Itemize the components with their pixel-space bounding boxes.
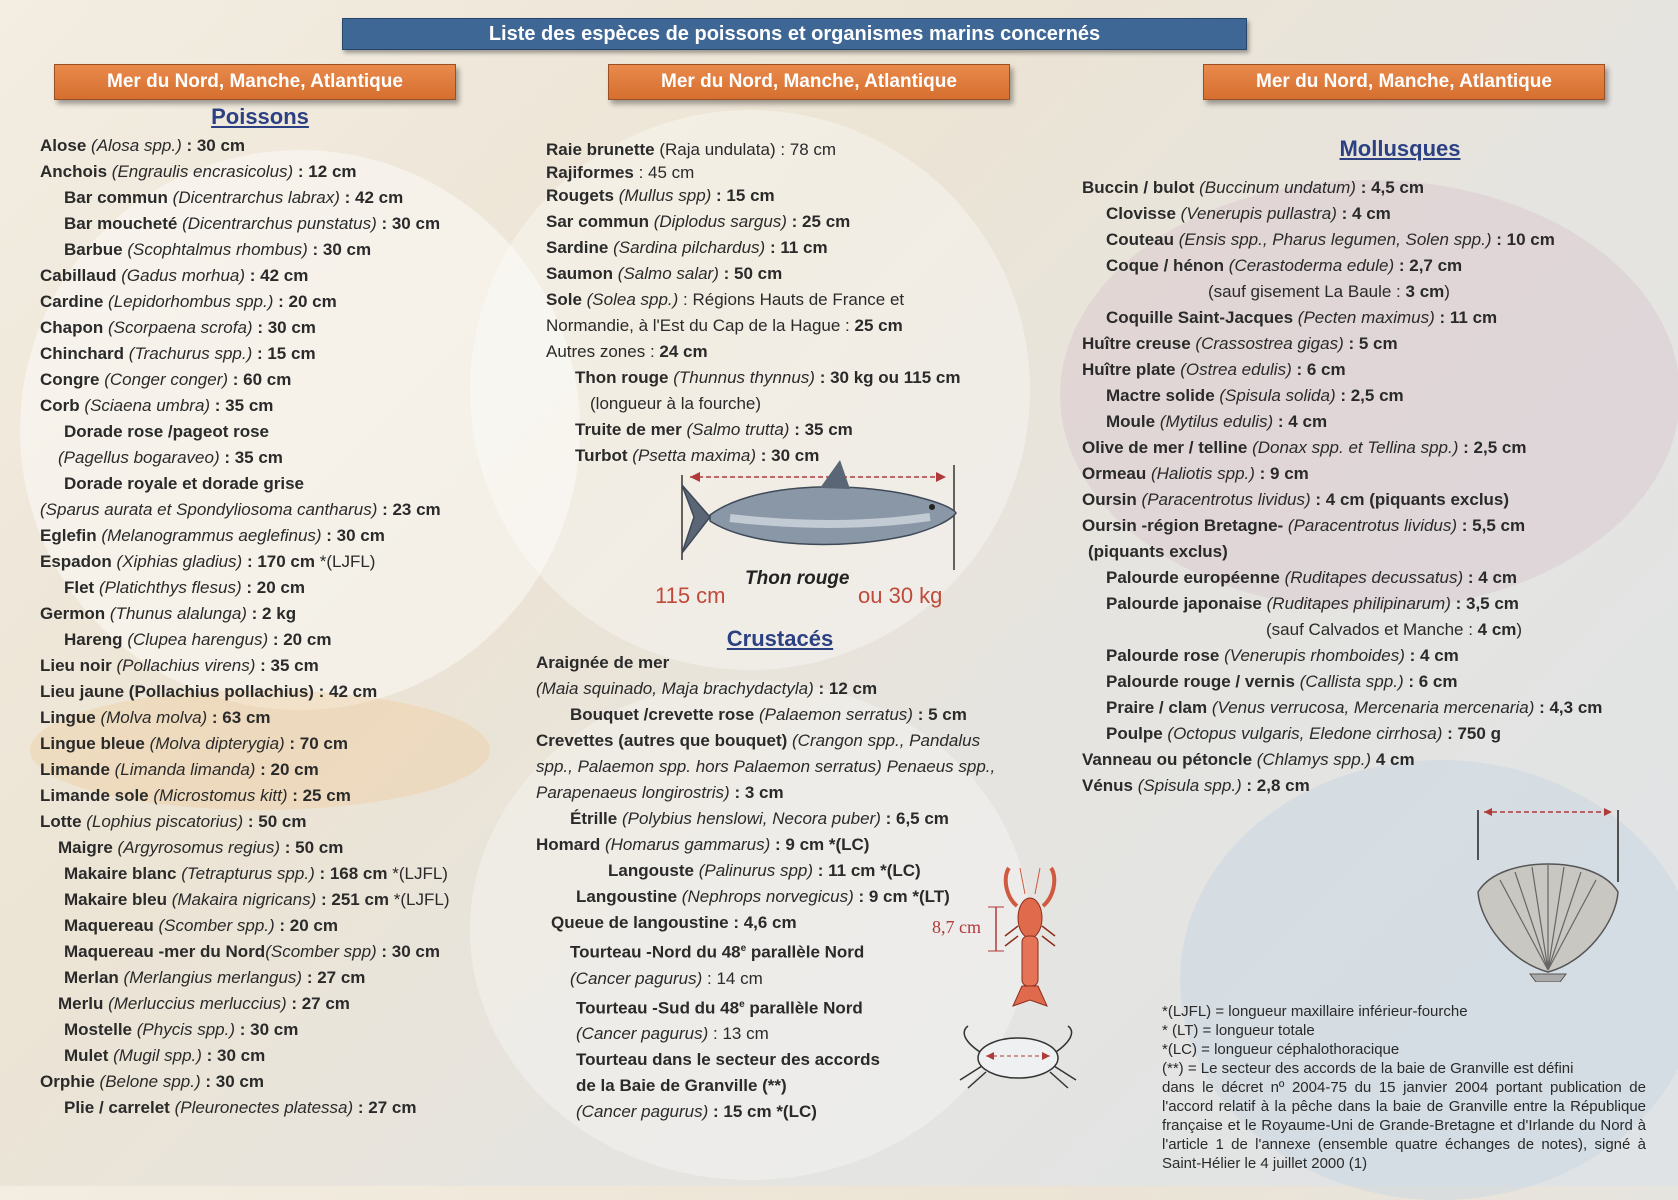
- footnote-granville-text: dans le décret nº 2004-75 du 15 janvier 2004 portant publication de l'accord relatif à la pêche dans la baie de Granville entre la République française et le Royaume-Uni de Grande-Bretagne et d'Irlande du Nord à l'article 1 de l'annexe (ensemble quatre échanges de notes), signé à Saint-Hélier le 4 juillet 2000 (1): [1162, 1079, 1646, 1172]
- crab-illustration: [950, 1022, 1085, 1092]
- species-line: (Pagellus bogaraveo) : 35 cm: [58, 448, 283, 467]
- species-line: de la Baie de Granville (**): [576, 1076, 787, 1096]
- species-line: Crevettes (autres que bouquet) (Crangon spp., Pandalus: [536, 731, 981, 750]
- species-line: Tourteau dans le secteur des accords: [576, 1050, 880, 1070]
- species-line: Corb (Sciaena umbra) : 35 cm: [40, 396, 274, 415]
- langoustine-illustration: [995, 866, 1075, 1016]
- species-line: Orphie (Belone spp.) : 30 cm: [40, 1072, 264, 1091]
- footnote-ljfl: *(LJFL) = longueur maxillaire inférieur-fourche: [1162, 1003, 1468, 1020]
- section-title-poissons: Poissons: [211, 104, 309, 129]
- species-line: Eglefin (Melanogrammus aeglefinus) : 30 cm: [40, 526, 385, 545]
- footnote-lt: * (LT) = longueur totale: [1162, 1022, 1315, 1039]
- species-line: Raie brunette (Raja undulata) : 78 cm: [546, 140, 837, 159]
- column-poissons: [40, 133, 450, 1121]
- species-line: (longueur à la fourche): [590, 394, 762, 413]
- species-line: Makaire blanc (Tetrapturus spp.) : 168 cm *(LJFL): [64, 864, 448, 883]
- species-line: Palourde rose (Venerupis rhomboides) : 4 cm: [1106, 646, 1459, 665]
- species-line: Bar moucheté (Dicentrarchus punstatus) : 30 cm: [64, 214, 441, 233]
- species-line: Autres zones : 24 cm: [546, 342, 708, 361]
- species-line: Coque / hénon (Cerastoderma edule) : 2,7 cm: [1106, 256, 1463, 275]
- species-line: (Sparus aurata et Spondyliosoma cantharus) : 23 cm: [40, 500, 441, 519]
- tuna-illustration: [670, 455, 960, 575]
- species-line: Lieu jaune (Pollachius pollachius) : 42 cm: [40, 682, 378, 701]
- column-poissons-suite: [546, 137, 960, 469]
- species-line: Olive de mer / telline (Donax spp. et Tellina spp.) : 2,5 cm: [1082, 438, 1527, 457]
- species-line: Lingue bleue (Molva dipterygia) : 70 cm: [40, 734, 348, 753]
- species-line: Anchois (Engraulis encrasicolus) : 12 cm: [40, 162, 357, 181]
- species-line: Oursin (Paracentrotus lividus) : 4 cm (piquants exclus): [1082, 490, 1510, 509]
- species-line: Palourde japonaise (Ruditapes philipinarum) : 3,5 cm: [1106, 594, 1519, 613]
- species-line: Dorade royale et dorade grise: [64, 474, 304, 493]
- species-line: Chinchard (Trachurus spp.) : 15 cm: [40, 344, 316, 363]
- species-line: Tourteau -Nord du 48e parallèle Nord: [570, 942, 865, 962]
- species-line: Sar commun (Diplodus sargus) : 25 cm: [546, 212, 851, 231]
- species-line: Araignée de mer: [536, 653, 670, 672]
- tuna-weight-label: ou 30 kg: [858, 583, 943, 608]
- species-line: Palourde rouge / vernis (Callista spp.) : 6 cm: [1106, 672, 1458, 691]
- column-header-1: Mer du Nord, Manche, Atlantique: [54, 64, 456, 100]
- species-line: Oursin -région Bretagne- (Paracentrotus lividus) : 5,5 cm: [1082, 516, 1526, 535]
- species-line: (sauf Calvados et Manche : 4 cm): [1266, 620, 1523, 639]
- species-line: Cabillaud (Gadus morhua) : 42 cm: [40, 266, 309, 285]
- species-line: Germon (Thunus alalunga) : 2 kg: [40, 604, 297, 623]
- species-line: Dorade rose /pageot rose: [64, 422, 270, 441]
- species-line: Palourde européenne (Ruditapes decussatus) : 4 cm: [1106, 568, 1518, 587]
- species-line: Couteau (Ensis spp., Pharus legumen, Solen spp.) : 10 cm: [1106, 230, 1555, 249]
- species-line: Ormeau (Haliotis spp.) : 9 cm: [1082, 464, 1309, 483]
- species-line: Moule (Mytilus edulis) : 4 cm: [1106, 412, 1328, 431]
- tuna-caption: Thon rouge: [745, 568, 850, 589]
- species-line: Truite de mer (Salmo trutta) : 35 cm: [575, 420, 853, 439]
- species-line: Langoustine (Nephrops norvegicus) : 9 cm *(LT): [576, 887, 950, 906]
- species-line: (Maia squinado, Maja brachydactyla) : 12 cm: [536, 679, 878, 698]
- species-line: Praire / clam (Venus verrucosa, Mercenaria mercenaria) : 4,3 cm: [1106, 698, 1603, 717]
- species-line: Maigre (Argyrosomus regius) : 50 cm: [58, 838, 344, 857]
- species-line: (sauf gisement La Baule : 3 cm): [1208, 282, 1450, 301]
- species-line: Sole (Solea spp.) : Régions Hauts de France et: [546, 290, 905, 309]
- species-line: (Cancer pagurus) : 14 cm: [570, 968, 763, 988]
- section-title-mollusques: Mollusques: [1339, 136, 1461, 161]
- species-line: Tourteau -Sud du 48e parallèle Nord: [576, 998, 863, 1018]
- species-line: Vanneau ou pétoncle (Chlamys spp.) 4 cm: [1082, 750, 1415, 769]
- species-line: Parapenaeus longirostris) : 3 cm: [536, 783, 784, 802]
- species-line: Espadon (Xiphias gladius) : 170 cm *(LJFL): [40, 552, 376, 571]
- species-line: spp., Palaemon spp. hors Palaemon serratus) Penaeus spp.,: [536, 757, 996, 776]
- species-line: Étrille (Polybius henslowi, Necora puber) : 6,5 cm: [570, 809, 949, 828]
- column-mollusques: [1082, 175, 1602, 799]
- species-line: Homard (Homarus gammarus) : 9 cm *(LC): [536, 835, 870, 854]
- species-line: Langouste (Palinurus spp) : 11 cm *(LC): [608, 861, 921, 880]
- langoustine-length-label: 8,7 cm: [932, 917, 981, 937]
- species-line: Chapon (Scorpaena scrofa) : 30 cm: [40, 318, 316, 337]
- species-line: Vénus (Spisula spp.) : 2,8 cm: [1082, 776, 1310, 795]
- species-line: Cardine (Lepidorhombus spp.) : 20 cm: [40, 292, 337, 311]
- species-line: Maquereau (Scomber spp.) : 20 cm: [64, 916, 338, 935]
- species-line: Limande (Limanda limanda) : 20 cm: [40, 760, 319, 779]
- species-line: Queue de langoustine : 4,6 cm: [551, 913, 797, 932]
- species-line: Mostelle (Phycis spp.) : 30 cm: [64, 1020, 299, 1039]
- species-line: (Cancer pagurus) : 13 cm: [576, 1024, 769, 1044]
- species-line: Lingue (Molva molva) : 63 cm: [40, 708, 271, 727]
- species-line: Makaire bleu (Makaira nigricans) : 251 cm *(LJFL): [64, 890, 450, 909]
- species-line: Mactre solide (Spisula solida) : 2,5 cm: [1106, 386, 1404, 405]
- species-line: Poulpe (Octopus vulgaris, Eledone cirrhosa) : 750 g: [1106, 724, 1501, 743]
- species-line: Flet (Platichthys flesus) : 20 cm: [64, 578, 305, 597]
- species-line: Bouquet /crevette rose (Palaemon serratus) : 5 cm: [570, 705, 967, 724]
- species-line: Bar commun (Dicentrarchus labrax) : 42 cm: [64, 188, 404, 207]
- species-line: Lotte (Lophius piscatorius) : 50 cm: [40, 812, 307, 831]
- species-line: Thon rouge (Thunnus thynnus) : 30 kg ou 115 cm: [575, 368, 961, 387]
- species-line: Normandie, à l'Est du Cap de la Hague : 25 cm: [546, 316, 903, 335]
- species-line: Rougets (Mullus spp) : 15 cm: [546, 186, 775, 205]
- species-line: Turbot (Psetta maxima) : 30 cm: [575, 446, 820, 465]
- species-line: Saumon (Salmo salar) : 50 cm: [546, 264, 783, 283]
- species-line: (piquants exclus): [1088, 542, 1228, 561]
- species-line: Rajiformes : 45 cm: [546, 163, 695, 182]
- page-title: Liste des espèces de poissons et organismes marins concernés: [342, 18, 1247, 50]
- species-line: Merlu (Merluccius merluccius) : 27 cm: [58, 994, 350, 1013]
- species-line: Mulet (Mugil spp.) : 30 cm: [64, 1046, 266, 1065]
- tuna-length-label: 115 cm: [655, 583, 726, 608]
- species-line: Merlan (Merlangius merlangus) : 27 cm: [64, 968, 366, 987]
- column-crustaces: [536, 650, 995, 1125]
- column-header-3: Mer du Nord, Manche, Atlantique: [1203, 64, 1605, 100]
- species-line: Clovisse (Venerupis pullastra) : 4 cm: [1106, 204, 1391, 223]
- species-line: (Cancer pagurus) : 15 cm *(LC): [576, 1102, 817, 1122]
- species-line: Hareng (Clupea harengus) : 20 cm: [64, 630, 332, 649]
- scallop-illustration: [1470, 802, 1630, 982]
- species-line: Lieu noir (Pollachius virens) : 35 cm: [40, 656, 319, 675]
- footnote-lc: *(LC) = longueur céphalothoracique: [1162, 1041, 1400, 1058]
- footnote-granville-title: (**) = Le secteur des accords de la baie de Granville est défini: [1162, 1060, 1574, 1077]
- species-line: Congre (Conger conger) : 60 cm: [40, 370, 292, 389]
- species-line: Barbue (Scophtalmus rhombus) : 30 cm: [64, 240, 372, 259]
- species-line: Maquereau -mer du Nord(Scomber spp) : 30 cm: [64, 942, 440, 961]
- footnotes: [1162, 1002, 1646, 1173]
- species-line: Buccin / bulot (Buccinum undatum) : 4,5 cm: [1082, 178, 1425, 197]
- species-line: Limande sole (Microstomus kitt) : 25 cm: [40, 786, 351, 805]
- species-line: Coquille Saint-Jacques (Pecten maximus) : 11 cm: [1106, 308, 1498, 327]
- species-line: Alose (Alosa spp.) : 30 cm: [40, 136, 246, 155]
- column-header-2: Mer du Nord, Manche, Atlantique: [608, 64, 1010, 100]
- species-line: Plie / carrelet (Pleuronectes platessa) : 27 cm: [64, 1098, 417, 1117]
- langoustine-measure: [986, 905, 1006, 953]
- species-line: Huître plate (Ostrea edulis) : 6 cm: [1082, 360, 1346, 379]
- species-line: Sardine (Sardina pilchardus) : 11 cm: [546, 238, 828, 257]
- section-title-crustaces: Crustacés: [726, 626, 834, 651]
- species-line: Huître creuse (Crassostrea gigas) : 5 cm: [1082, 334, 1398, 353]
